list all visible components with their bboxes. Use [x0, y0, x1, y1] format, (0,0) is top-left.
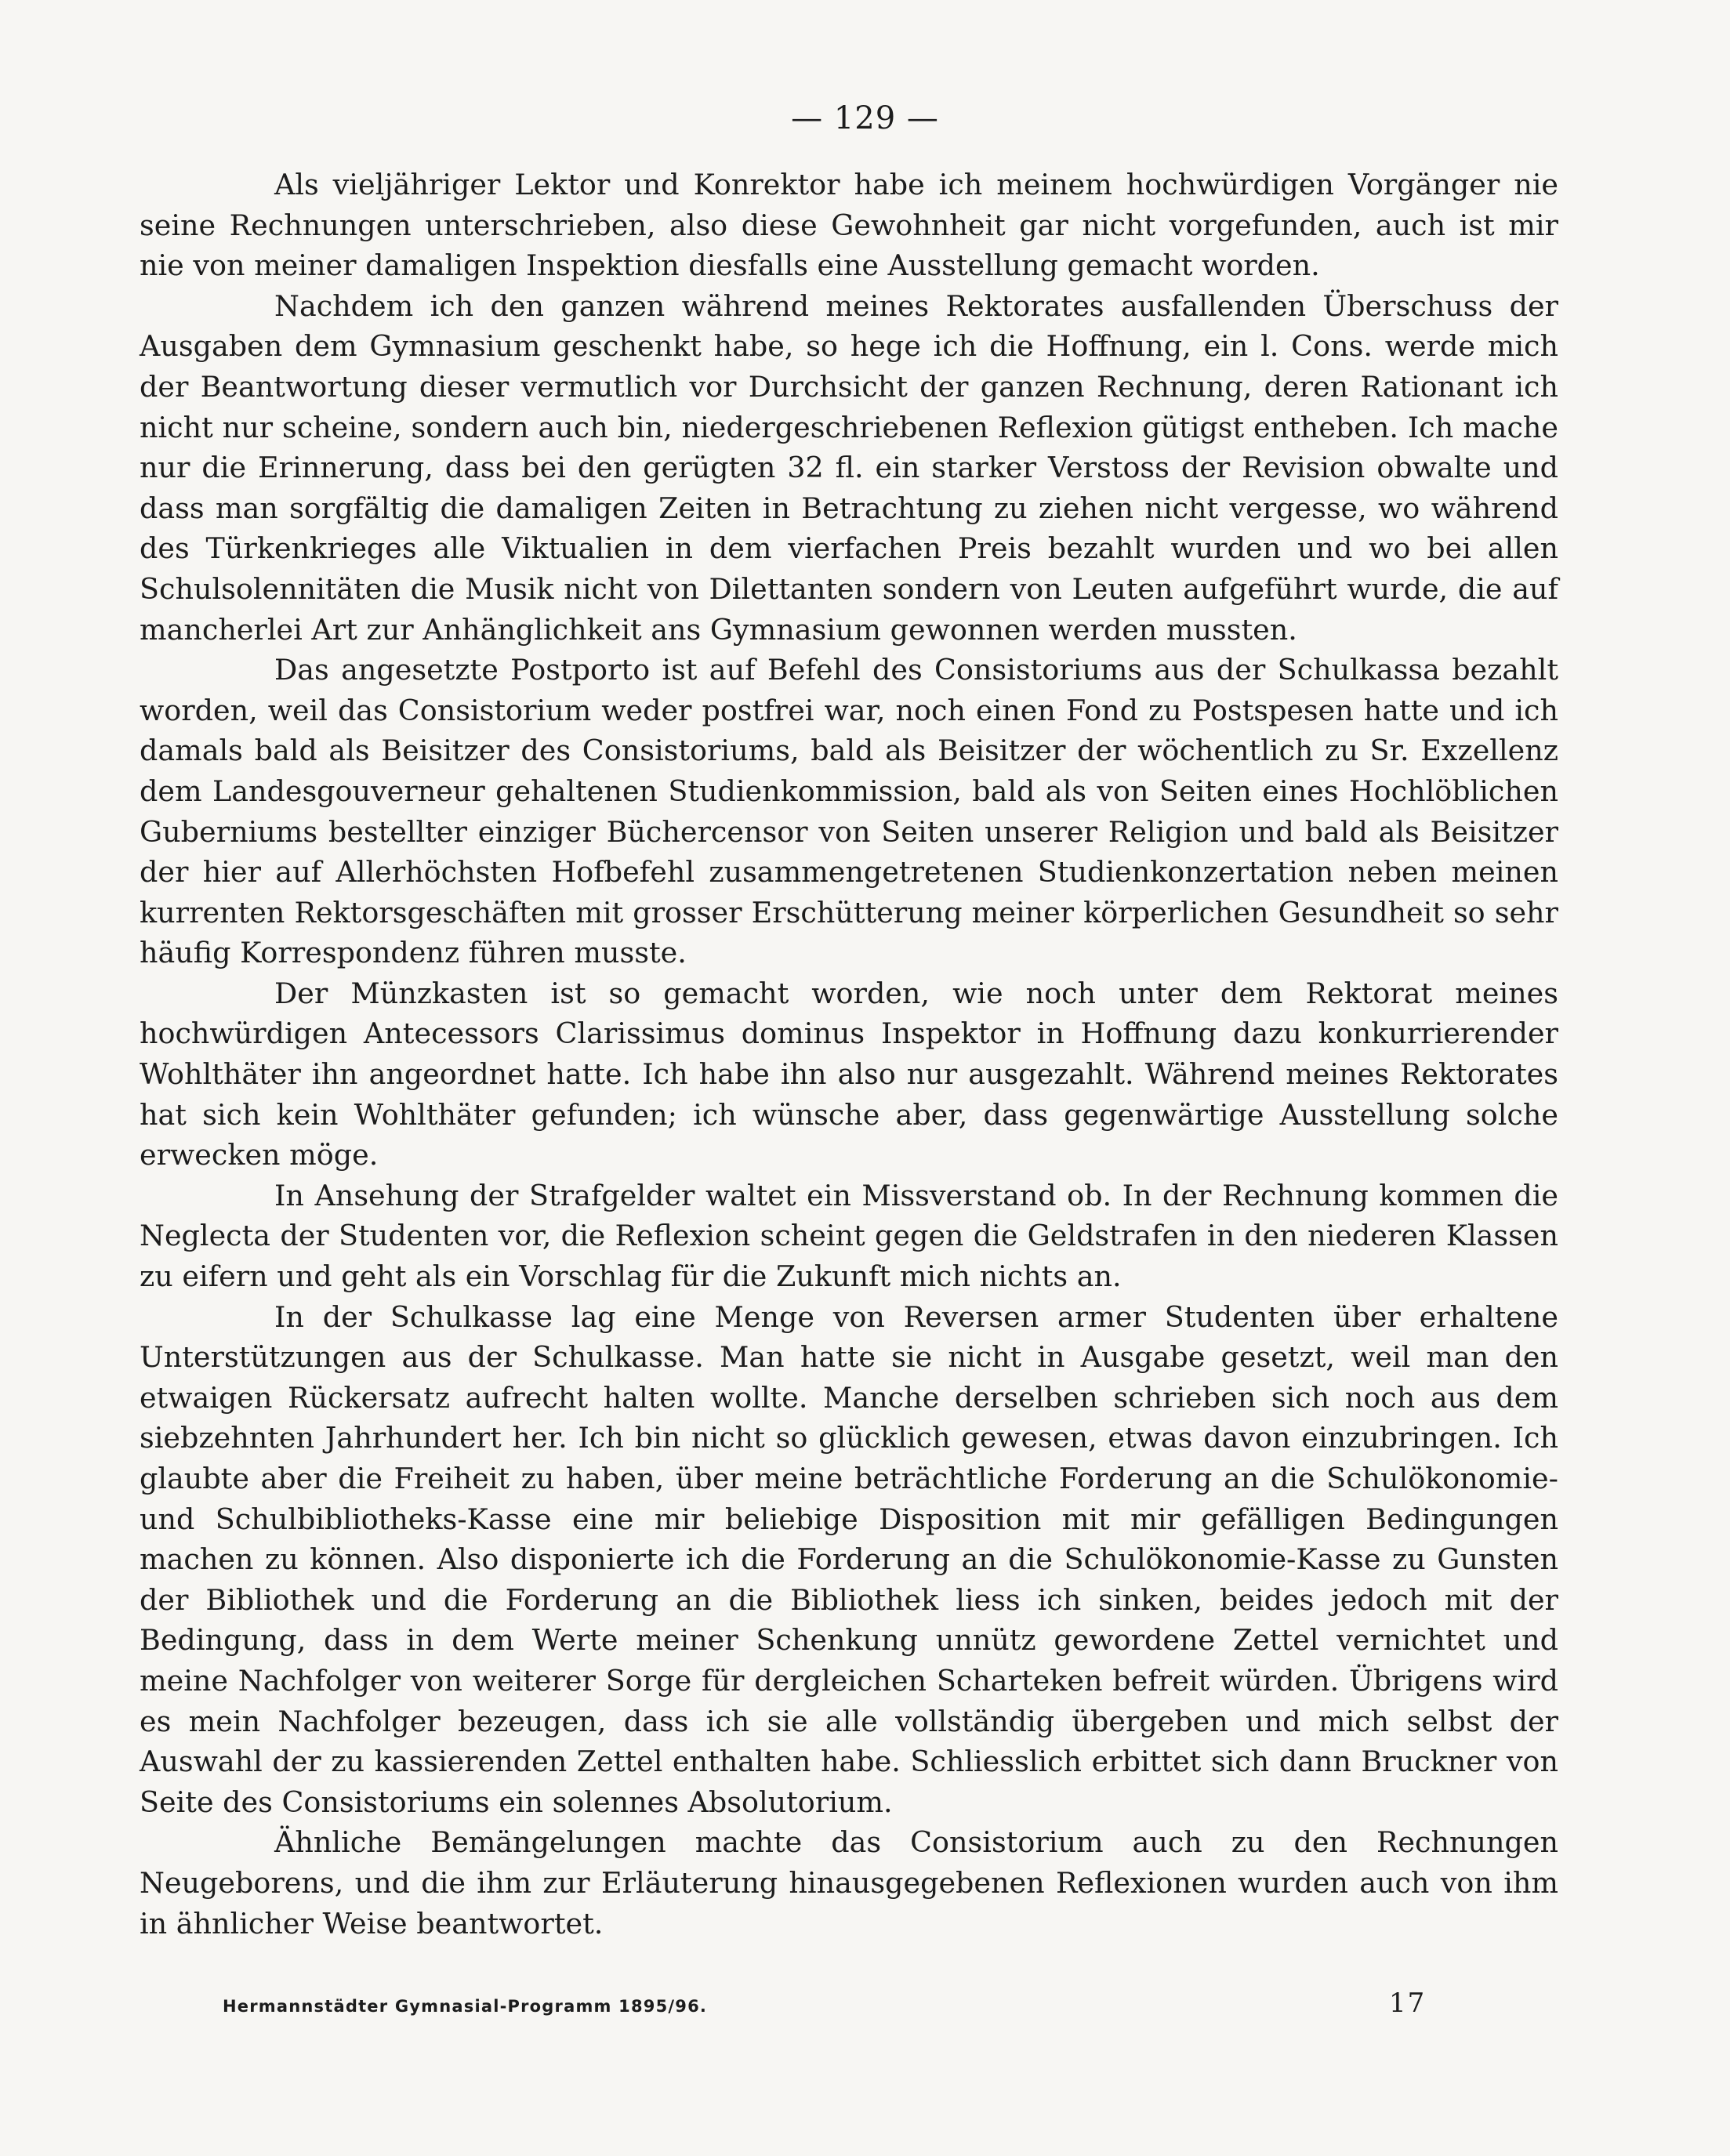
paragraph: Nachdem ich den ganzen während meines Rektorates ausfallenden Überschuss der Ausgaben dem Gymnasium geschenkt habe, so hege ich die Hoffnung, ein l. Cons. werde mich der Beantwortung dieser vermutlich vor Durchsicht der ganzen Rechnung, deren Rationant ich nicht nur scheine, sondern auch bin, niedergeschriebenen Reflexion gütigst entheben. Ich mache nur die Erinnerung, dass bei den gerügten 32 fl. ein starker Verstoss der Revision obwalte und dass man sorgfältig die damaligen Zeiten in Betrachtung zu ziehen nicht vergesse, wo während des Türkenkrieges alle Viktualien in dem vierfachen Preis bezahlt wurden und wo bei allen Schulsolennitäten die Musik nicht von Dilettanten sondern von Leuten aufgeführt wurde, die auf mancherlei Art zur Anhänglichkeit ans Gymnasium gewonnen werden mussten. [140, 288, 1558, 647]
paragraph: Ähnliche Bemängelungen machte das Consistorium auch zu den Rechnungen Neugeborens, und die ihm zur Erläuterung hinausgegebenen Reflexionen wurden auch von ihm in ähnlicher Weise beantwortet. [140, 1825, 1558, 1940]
page-number: — 129 — [791, 100, 939, 136]
body-text [140, 165, 1558, 1944]
footer-sheet-number: 17 [1389, 1988, 1427, 2019]
paragraph: Als vieljähriger Lektor und Konrektor habe ich meinem hochwürdigen Vorgänger nie seine Rechnungen unterschrieben, also diese Gewohnheit gar nicht vorgefunden, auch ist mir nie von meiner damaligen Inspektion diesfalls eine Ausstellung gemacht worden. [140, 168, 1558, 283]
paragraph: Der Münzkasten ist so gemacht worden, wie noch unter dem Rektorat meines hochwürdigen Antecessors Clarissimus dominus Inspektor in Hoffnung dazu konkurrierender Wohlthäter ihn angeordnet hatte. Ich habe ihn also nur ausgezahlt. Während meines Rektorates hat sich kein Wohlthäter gefunden; ich wünsche aber, dass gegenwärtige Ausstellung solche erwecken möge. [140, 976, 1558, 1172]
paragraph: In der Schulkasse lag eine Menge von Reversen armer Studenten über erhaltene Unterstützungen aus der Schulkasse. Man hatte sie nicht in Ausgabe gesetzt, weil man den etwaigen Rückersatz aufrecht halten wollte. Manche derselben schrieben sich noch aus dem siebzehnten Jahrhundert her. Ich bin nicht so glücklich gewesen, etwas davon einzubringen. Ich glaubte aber die Freiheit zu haben, über meine beträchtliche Forderung an die Schulökonomie- und Schulbibliotheks-Kasse eine mir beliebige Disposition mit mir gefälligen Bedingungen machen zu können. Also disponierte ich die Forderung an die Schulökonomie-Kasse zu Gunsten der Bibliothek und die Forderung an die Bibliothek liess ich sinken, beides jedoch mit der Bedingung, dass in dem Werte meiner Schenkung unnütz gewordene Zettel vernichtet und meine Nachfolger von weiterer Sorge für dergleichen Scharteken befreit würden. Übrigens wird es mein Nachfolger bezeugen, dass ich sie alle vollständig übergeben und mich selbst der Auswahl der zu kassierenden Zettel enthalten habe. Schliesslich erbittet sich dann Bruckner von Seite des Consistoriums ein solennes Absolutorium. [140, 1299, 1558, 1819]
paragraph: In Ansehung der Strafgelder waltet ein Missverstand ob. In der Rechnung kommen die Neglecta der Studenten vor, die Reflexion scheint gegen die Geldstrafen in den niederen Klassen zu eifern und geht als ein Vorschlag für die Zukunft mich nichts an. [140, 1178, 1558, 1294]
paragraph: Das angesetzte Postporto ist auf Befehl des Consistoriums aus der Schulkassa bezahlt worden, weil das Consistorium weder postfrei war, noch einen Fond zu Postspesen hatte und ich damals bald als Beisitzer des Consistoriums, bald als Beisitzer der wöchentlich zu Sr. Exzellenz dem Landesgouverneur gehaltenen Studienkommission, bald als von Seiten eines Hochlöblichen Guberniums bestellter einziger Büchercensor von Seiten unserer Religion und bald als Beisitzer der hier auf Allerhöchsten Hofbefehl zusammengetretenen Studienkonzertation neben meinen kurrenten Rektorsgeschäften mit grosser Erschütterung meiner körperlichen Gesundheit so sehr häufig Korrespondenz führen musste. [140, 653, 1558, 970]
footer-program: Hermannstädter Gymnasial-Programm 1895/96. [223, 1997, 708, 2016]
